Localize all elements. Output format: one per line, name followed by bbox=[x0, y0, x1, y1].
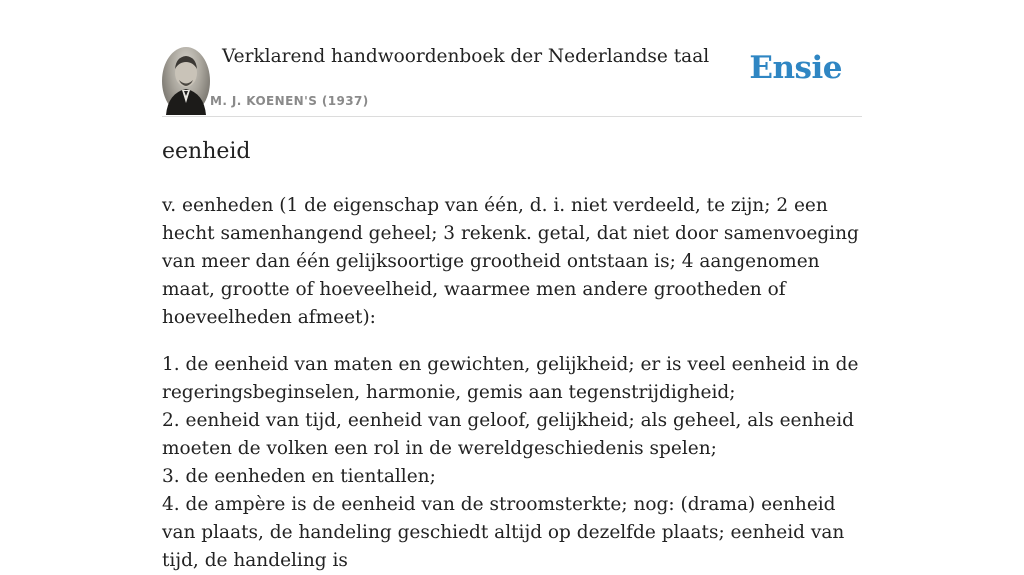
sense-item: 3. de eenheden en tientallen; bbox=[162, 466, 436, 487]
sense-item: 2. eenheid van tijd, eenheid van geloof, gelijkheid; als geheel, als eenheid moeten de volken een rol in de wereldgeschiedenis spelen; bbox=[162, 410, 854, 459]
sense-item: 4. de ampère is de eenheid van de stroomsterkte; nog: (drama) eenheid van plaats, de handeling geschiedt altijd op dezelfde plaats; eenheid van tijd, de handeling is bbox=[162, 494, 845, 571]
entry-headword: eenheid bbox=[162, 139, 251, 164]
sense-item: 1. de eenheid van maten en gewichten, gelijkheid; er is veel eenheid in de regeringsbeginselen, harmonie, gemis aan tegenstrijdigheid; bbox=[162, 354, 859, 403]
entry-senses bbox=[162, 351, 862, 575]
book-title: Verklarend handwoordenboek der Nederlandse taal bbox=[222, 46, 710, 67]
book-subtitle: M. J. KOENEN'S (1937) bbox=[210, 94, 369, 108]
entry-definition: v. eenheden (1 de eigenschap van één, d. i. niet verdeeld, te zijn; 2 een hecht samenhangend geheel; 3 rekenk. getal, dat niet door samenvoeging van meer dan één gelijksoortige grootheid ontstaan is; 4 aangenomen maat, grootte of hoeveelheid, waarmee men andere grootheden of hoeveelheden afmeet): bbox=[162, 195, 859, 328]
header bbox=[162, 44, 862, 117]
ensie-logo-link[interactable]: Ensie bbox=[749, 50, 842, 86]
author-portrait-icon bbox=[162, 47, 210, 115]
entry-content bbox=[162, 192, 862, 575]
